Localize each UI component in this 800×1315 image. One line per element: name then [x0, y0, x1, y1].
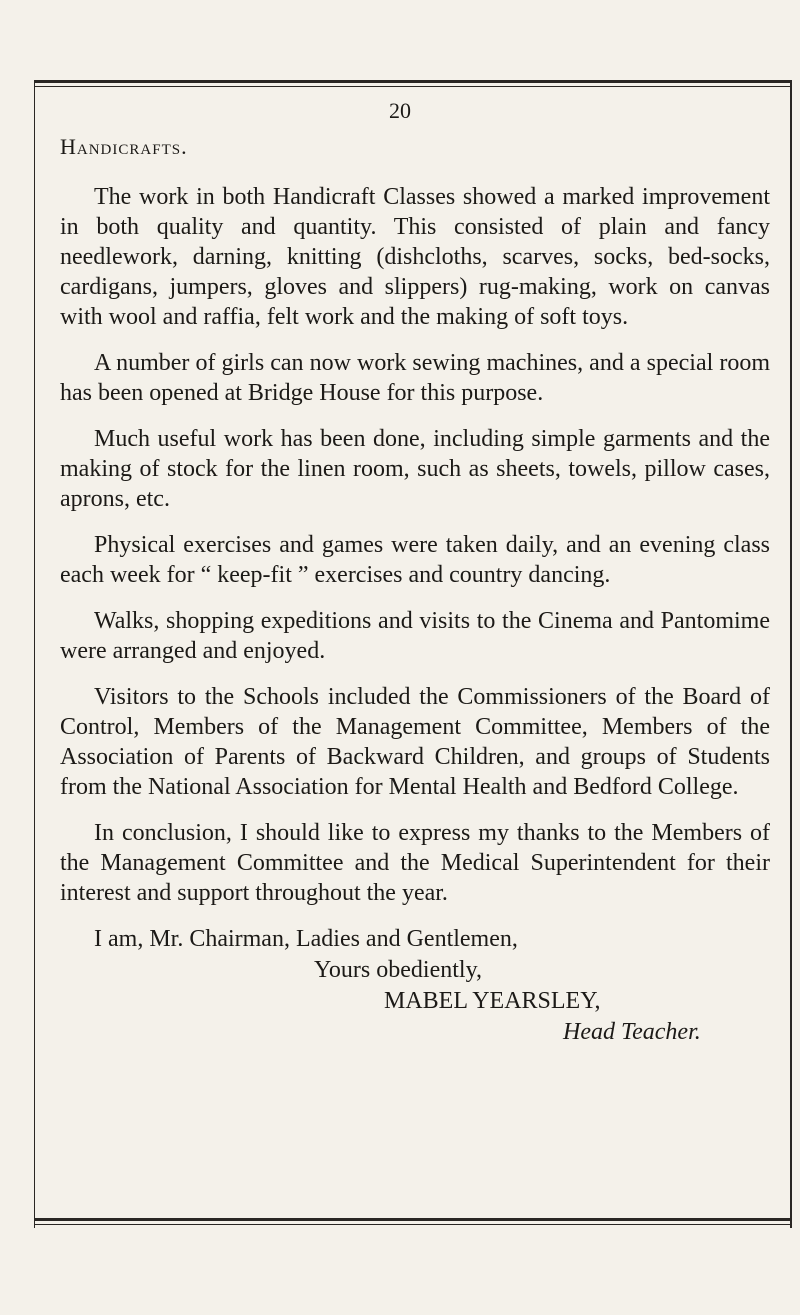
frame-top-thin-rule — [34, 86, 792, 87]
frame-bottom-thin-rule — [34, 1224, 792, 1225]
paragraph-conclusion: In conclusion, I should like to express my thanks to the Members of the Management Committee and the Medical Superintendent for their interest and support throughout the year. — [60, 820, 770, 906]
closing-valediction: Yours obediently, — [314, 957, 483, 983]
page-number: 20 — [389, 98, 411, 123]
paragraph-physical-exercises: Physical exercises and games were taken daily, and an evening class each week for “ keep-fit ” exercises and country dancing. — [60, 532, 770, 588]
paragraph-walks: Walks, shopping expeditions and visits to the Cinema and Pantomime were arranged and enjoyed. — [60, 608, 770, 664]
paragraph-sewing-machines: A number of girls can now work sewing machines, and a special room has been opened at Bridge House for this purpose. — [60, 350, 770, 406]
paragraph-useful-work: Much useful work has been done, including simple garments and the making of stock for the linen room, such as sheets, towels, pillow cases, aprons, etc. — [60, 426, 770, 512]
frame-right-rule — [790, 80, 792, 1228]
frame-top-rule — [34, 80, 792, 83]
signature-name: MABEL YEARSLEY, — [384, 988, 601, 1014]
section-heading: Handicrafts. — [60, 134, 188, 159]
paragraph-visitors: Visitors to the Schools included the Commissioners of the Board of Control, Members of the Management Committee, Members of the Association of Parents of Backward Children, and groups of Students from the National Association for Mental Health and Bedford College. — [60, 684, 770, 800]
page-content — [60, 128, 770, 1048]
closing-salutation: I am, Mr. Chairman, Ladies and Gentlemen, — [94, 926, 518, 952]
frame-left-rule — [34, 80, 35, 1228]
frame-bottom-rule — [34, 1218, 792, 1221]
signature-title: Head Teacher. — [563, 1019, 701, 1045]
paragraph-handicraft-classes: The work in both Handicraft Classes showed a marked improvement in both quality and quantity. This consisted of plain and fancy needlework, darning, knitting (dishcloths, scarves, socks, bed-socks, cardigans, jumpers, gloves and slippers) rug-making, work on canvas with wool and raffia, felt work and the making of soft toys. — [60, 184, 770, 330]
